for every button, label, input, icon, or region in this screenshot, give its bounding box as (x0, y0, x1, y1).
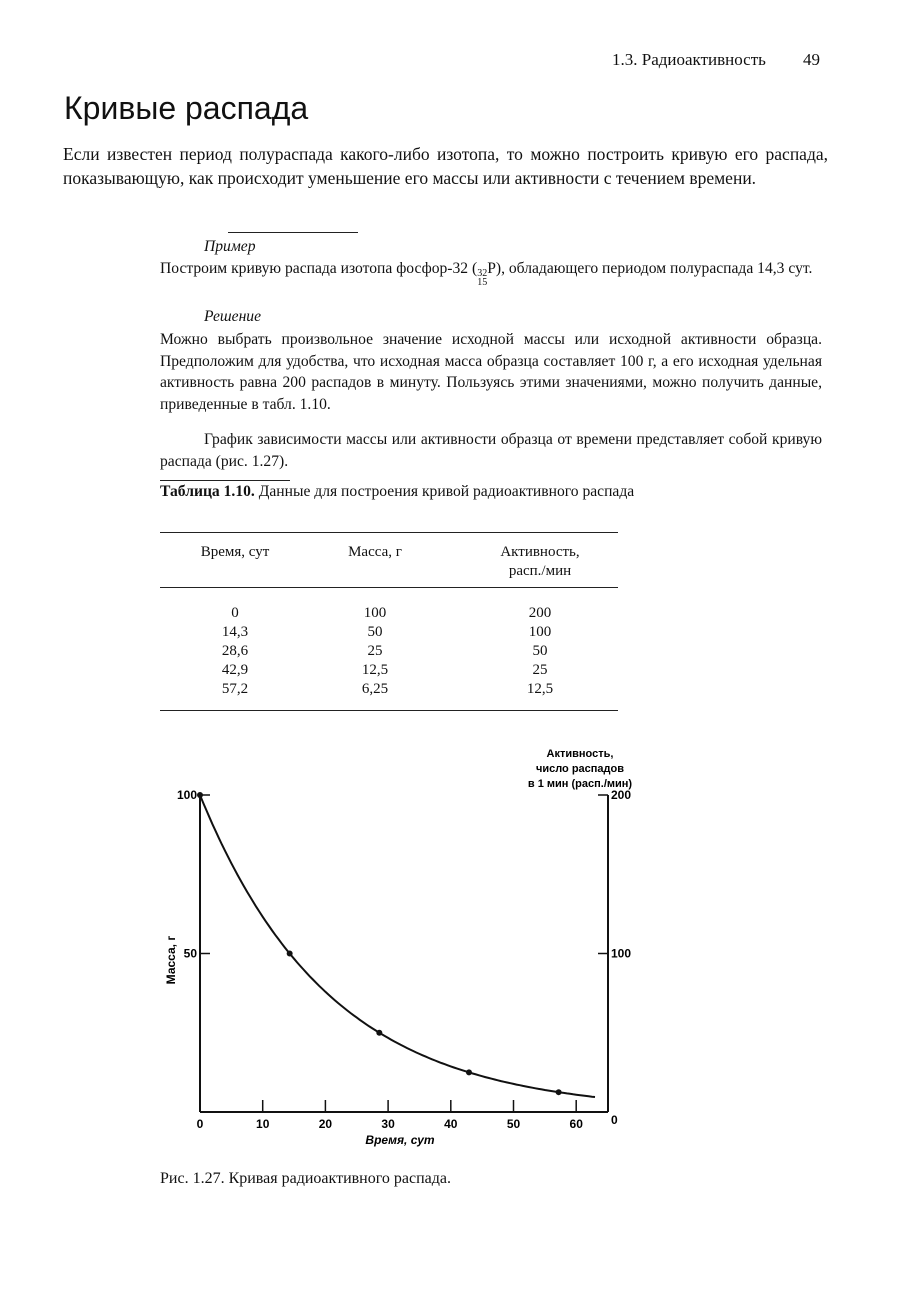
figure-caption: Рис. 1.27. Кривая радиоактивного распада. (160, 1170, 452, 1187)
data-point (287, 951, 293, 957)
intro-paragraph: Если известен период полураспада какого-либо изотопа, то можно построить кривую его распада, показывающую, как происходит уменьшение его массы или активности с течением времени. (63, 144, 828, 188)
table-cell: 6,25 (361, 681, 389, 697)
iso-number: 15 (477, 277, 488, 288)
y2-label-line: число распадов (535, 763, 625, 775)
table-cell: 0 (231, 605, 239, 621)
solution-label: Решение (204, 308, 262, 325)
y-tick-label: 100 (176, 788, 197, 802)
table-cell: 12,5 (361, 662, 389, 678)
data-point (556, 1089, 562, 1095)
example-text-b: ), обладающего периодом полураспада 14,3 сут. (495, 260, 813, 277)
table-caption-text: Данные для построения кривой радиоактивного распада (254, 483, 635, 500)
table-cell: 57,2 (221, 681, 249, 697)
table-cell: 12,5 (526, 681, 554, 697)
running-header: 1.3. Радиоактивность (612, 50, 766, 69)
iso-symbol: P (487, 260, 496, 277)
x-tick-label: 50 (506, 1117, 521, 1131)
iso-mass: 32 (477, 268, 488, 279)
x-tick-label: 60 (569, 1117, 583, 1131)
y2-tick-label: 200 (611, 788, 632, 802)
data-point (466, 1069, 472, 1075)
page-number: 49 (803, 50, 820, 69)
decay-curve (200, 795, 595, 1097)
table-cell: 200 (528, 605, 552, 621)
example-text-a: Построим кривую распада изотопа фосфор-32 ( (160, 260, 478, 277)
example-label: Пример (204, 238, 256, 255)
table-cell: 42,9 (221, 662, 249, 678)
y2-tick-label: 100 (611, 946, 632, 961)
data-point (197, 792, 203, 798)
table-cell: 100 (363, 605, 387, 621)
y2-tick-label: 0 (611, 1113, 618, 1127)
y-tick-label: 50 (183, 946, 197, 961)
solution-paragraph-1: Можно выбрать произвольное значение исходной массы или исходной активности образца. Предположим для удобства, что исходная масса образца составляет 100 г, а его исходная удельная активность равна 200 распадов в минуту. Пользуясь этими значениями, можно получить данные, приведенные в табл. 1.10. (160, 331, 822, 413)
y-axis-label: Масса, г (164, 935, 178, 985)
table-cell: 50 (532, 643, 548, 659)
table-cell: 28,6 (221, 643, 249, 659)
table-cell: 50 (367, 624, 383, 640)
col-header-activity: Активность, расп./мин (500, 544, 580, 579)
x-tick-label: 30 (381, 1117, 395, 1131)
table-cell: 25 (532, 662, 548, 678)
y2-label-line: Активность, (546, 748, 614, 760)
x-tick-label: 10 (256, 1117, 270, 1131)
x-tick-label: 20 (318, 1117, 333, 1131)
table-cell: 25 (367, 643, 383, 659)
x-axis-label: Время, сут (365, 1133, 435, 1147)
col-header-time: Время, сут (200, 544, 270, 560)
x-tick-label: 40 (444, 1117, 458, 1131)
section-title: Кривые распада (64, 90, 309, 126)
col-header-mass: Масса, г (348, 544, 402, 560)
solution-paragraph-2: График зависимости массы или активности образца от времени представляет собой кривую распада (рис. 1.27). (160, 431, 822, 470)
data-point (376, 1030, 382, 1036)
table-number: Таблица 1.10. (160, 483, 255, 500)
x-tick-label: 0 (196, 1117, 204, 1131)
table-cell: 14,3 (221, 624, 249, 640)
table-cell: 100 (528, 624, 552, 640)
y2-label-line: в 1 мин (расп./мин) (527, 778, 633, 790)
